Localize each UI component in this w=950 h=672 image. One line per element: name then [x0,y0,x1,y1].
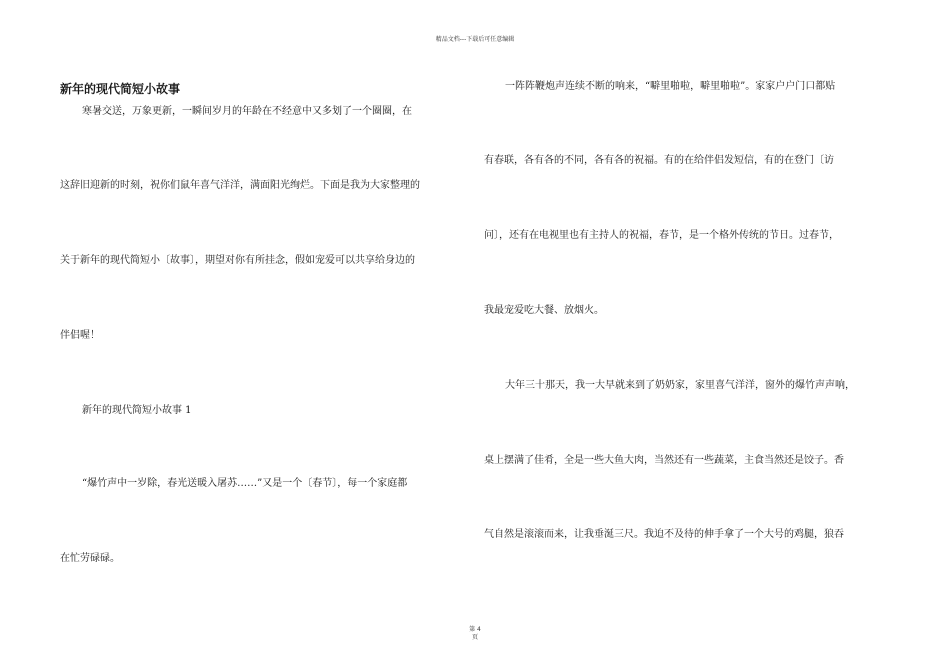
paragraph-line: 在忙劳碌碌。 [60,553,120,564]
paragraph-line: 关于新年的现代简短小〔故事〕，期望对你有所挂念，假如宠爱可以共享给身边的 [60,255,415,266]
paragraph-line: 这辞旧迎新的时刻，祝你们鼠年喜气洋洋，满面阳光绚烂。下面是我为大家整理的 [60,180,420,191]
article-title: 新年的现代简短小故事 [60,82,181,96]
paragraph-line: 桌上摆满了佳肴，全是一些大鱼大肉，当然还有一些蔬菜，主食当然还是饺子。香 [484,455,844,466]
paragraph-line: 有春联，各有各的不同，各有各的祝福。有的在给伴侣发短信，有的在登门〔访 [484,155,834,166]
paragraph-line: 问〕，还有在电视里也有主持人的祝福，春节，是一个格外传统的节日。过春节， [484,230,839,241]
section-heading: 新年的现代简短小故事 1 [82,405,192,416]
paragraph-line: 寒暑交送，万象更新，一瞬间岁月的年龄在不经意中又多划了一个圈圈，在 [82,106,412,117]
page-number [0,626,950,642]
page-number-suffix: 页 [471,634,478,641]
paragraph-line: 气自然是滚滚而来，让我垂涎三尺。我迫不及待的伸手拿了一个大号的鸡腿，狼吞 [484,529,844,540]
page-header: 精品文档---下载后可任意编辑 [435,36,515,43]
page-number-label: 第 4 [469,626,481,633]
paragraph-line: 一阵阵鞭炮声连续不断的响来，“噼里啪啦，噼里啪啦”。家家户户门口都贴 [505,81,836,92]
paragraph-line: 大年三十那天，我一大早就来到了奶奶家，家里喜气洋洋，窗外的爆竹声声响， [505,380,855,391]
paragraph-line: 我最宠爱吃大餐、放烟火。 [484,305,604,316]
paragraph-line: 伴侣喔！ [60,330,100,341]
paragraph-line: “爆竹声中一岁除，春光送暖入屠苏……”又是一个〔春节〕，每一个家庭都 [82,478,408,489]
